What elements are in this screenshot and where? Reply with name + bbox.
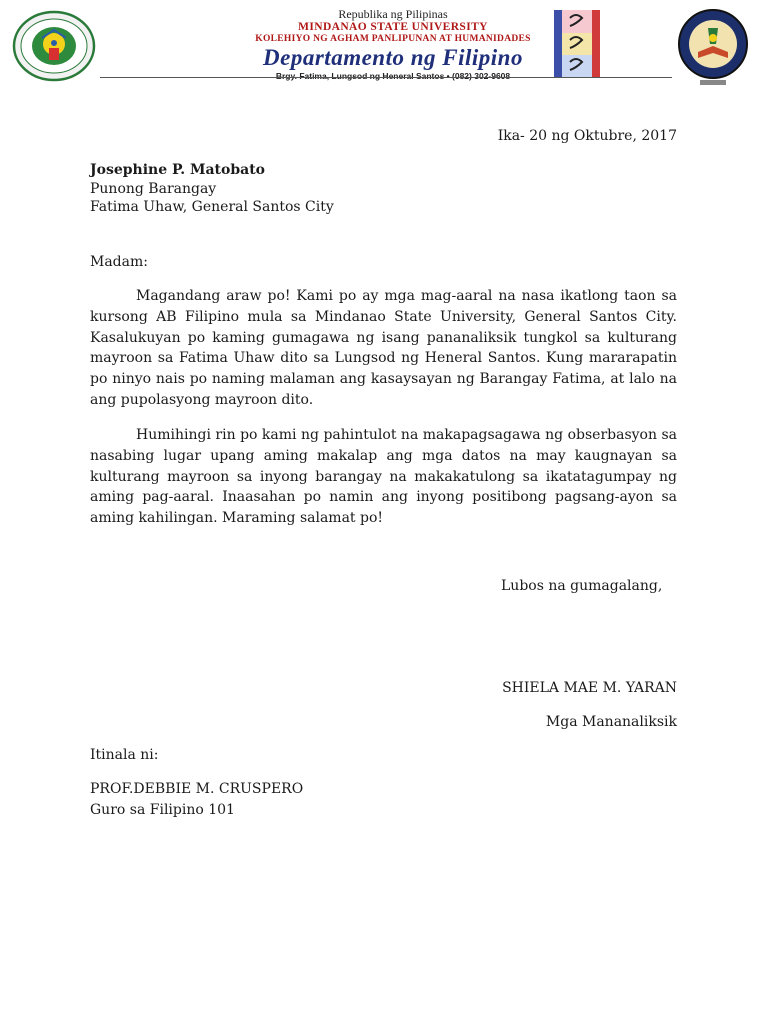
- recipient-address: Fatima Uhaw, General Santos City: [90, 199, 334, 215]
- letterhead-college: KOLEHIYO NG AGHAM PANLIPUNAN AT HUMANIDADES: [255, 34, 531, 44]
- department-seal-icon: [670, 8, 756, 86]
- recipient-title: Punong Barangay: [90, 181, 217, 197]
- signatory-name: SHIELA MAE M. YARAN: [502, 680, 677, 696]
- letterhead-divider: [100, 77, 672, 78]
- msu-seal-icon: [12, 10, 96, 82]
- baybayin-flag-icon: [554, 10, 600, 78]
- letterhead-department: Departamento ng Filipino: [263, 45, 523, 70]
- body-paragraph-2: Humihingi rin po kami ng pahintulot na makapagsagawa ng obserbasyon sa nasabing lugar upang aming makalap ang mga datos na may kaugnayan sa kulturang mayroon sa inyong barangay na makakatulong sa ikatatagumpay ng aming pag-aaral. Inaasahan po namin ang inyong positibong pagsang-ayon sa aming kahilingan. Maraming salamat po!: [90, 427, 677, 527]
- letterhead-republic: Republika ng Pilipinas: [338, 7, 448, 21]
- salutation: Madam:: [90, 254, 148, 270]
- recipient-name: Josephine P. Matobato: [90, 162, 265, 178]
- noted-label: Itinala ni:: [90, 747, 159, 763]
- signatory-role: Mga Mananaliksik: [545, 714, 677, 730]
- letterhead-address: Brgy. Fatima, Lungsod ng Heneral Santos • (082) 302-9608: [275, 71, 511, 81]
- body-paragraph-1: Magandang araw po! Kami po ay mga mag-aaral na nasa ikatlong taon sa kursong AB Filipino mula sa Mindanao State University, General Santos City. Kasalukuyan po kaming gumagawa ng isang pananaliksik tungkol sa kulturang mayroon sa Fatima Uhaw dito sa Lungsod ng Heneral Santos. Kung mararapatin po ninyo nais po naming malaman ang kasaysayan ng Barangay Fatima, at lalo na ang pupolasyong mayroon dito.: [90, 288, 677, 408]
- letter-date: Ika- 20 ng Oktubre, 2017: [497, 128, 677, 144]
- letterhead-university: MINDANAO STATE UNIVERSITY: [298, 21, 488, 33]
- closing: Lubos na gumagalang,: [501, 578, 663, 594]
- noted-title: Guro sa Filipino 101: [90, 802, 235, 818]
- letterhead: [228, 8, 558, 82]
- noted-name: PROF.DEBBIE M. CRUSPERO: [90, 781, 304, 797]
